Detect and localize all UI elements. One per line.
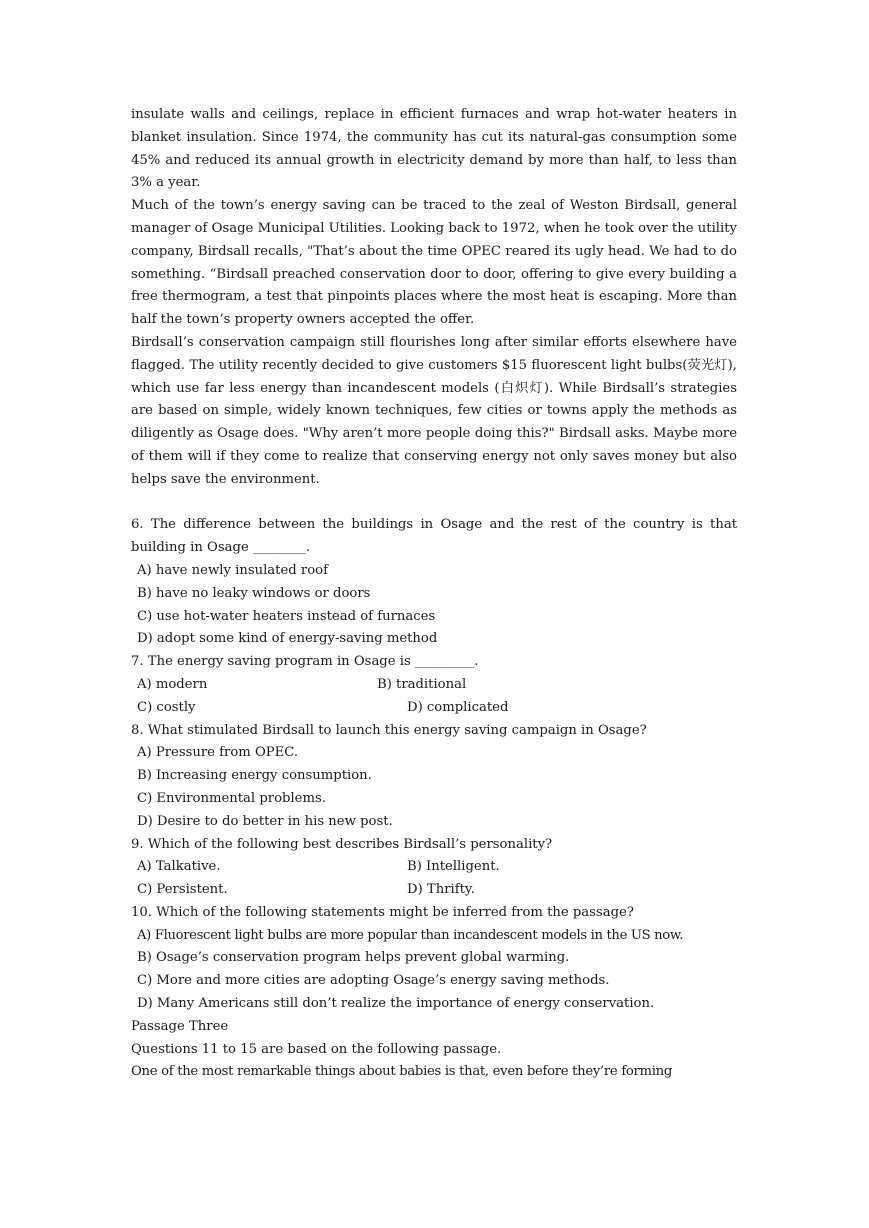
document-page (131, 104, 737, 1084)
question-8-option-b: B) Increasing energy consumption. (137, 768, 372, 784)
question-10-option-d: D) Many Americans still don’t realize the importance of energy conservation. (137, 996, 655, 1012)
question-7-options-row-2 (131, 697, 737, 720)
question-7-option-b: B) traditional (377, 676, 467, 692)
question-10-option-b: B) Osage’s conservation program helps prevent global warming. (137, 950, 570, 966)
question-7-option-a: A) modern (137, 676, 208, 692)
question-10-option-a: A) Fluorescent light bulbs are more popular than incandescent models in the US now. (137, 927, 684, 943)
question-6-option-b: B) have no leaky windows or doors (137, 585, 371, 601)
question-8-option-d: D) Desire to do better in his new post. (137, 813, 393, 829)
question-9-option-b: B) Intelligent. (407, 859, 500, 875)
question-7-option-c: C) costly (137, 699, 196, 715)
question-10-option-c: C) More and more cities are adopting Osage’s energy saving methods. (137, 973, 610, 989)
passage-three-opening: One of the most remarkable things about babies is that, even before they’re forming (131, 1064, 673, 1080)
blank-line (131, 492, 737, 515)
question-9-option-d: D) Thrifty. (407, 882, 475, 898)
passage-paragraph-1: insulate walls and ceilings, replace in efficient furnaces and wrap hot-water heaters in blanket insulation. Since 1974, the community has cut its natural-gas consumption some 45% and reduced its annual growth in electricity demand by more than half, to less than 3% a year. (131, 107, 737, 191)
passage-paragraph-2: Much of the town’s energy saving can be traced to the zeal of Weston Birdsall, general manager of Osage Municipal Utilities. Looking back to 1972, when he took over the utility company, Birdsall recalls, "That’s about the time OPEC reared its ugly head. We had to do something. “Birdsall preached conservation door to door, offering to give every building a free thermogram, a test that pinpoints places where the most heat is escaping. More than half the town’s property owners accepted the offer. (131, 198, 737, 328)
question-7-options-row-1 (131, 674, 737, 697)
passage-paragraph-3: Birdsall’s conservation campaign still flourishes long after similar efforts elsewhere have flagged. The utility recently decided to give customers $15 fluorescent light bulbs(荧光灯), which use far less energy than incandescent models (白炽灯). While Birdsall’s strategies are based on simple, widely known techniques, few cities or towns apply the methods as diligently as Osage does. "Why aren’t more people doing this?" Birdsall asks. Maybe more of them will if they come to realize that conserving energy not only saves money but also helps save the environment. (131, 334, 737, 487)
question-9-options-row-1 (131, 856, 737, 879)
question-6-option-a: A) have newly insulated roof (137, 562, 328, 578)
question-8-stem: 8. What stimulated Birdsall to launch this energy saving campaign in Osage? (131, 722, 647, 738)
question-9-option-c: C) Persistent. (137, 882, 228, 898)
question-8-option-c: C) Environmental problems. (137, 790, 326, 806)
passage-three-instruction: Questions 11 to 15 are based on the following passage. (131, 1041, 502, 1057)
question-9-option-a: A) Talkative. (137, 859, 221, 875)
passage-three-title: Passage Three (131, 1018, 229, 1034)
question-7-stem: 7. The energy saving program in Osage is _________. (131, 654, 479, 670)
question-10-stem: 10. Which of the following statements might be inferred from the passage? (131, 904, 634, 920)
question-9-options-row-2 (131, 879, 737, 902)
question-6-option-d: D) adopt some kind of energy-saving method (137, 631, 438, 647)
question-9-stem: 9. Which of the following best describes Birdsall’s personality? (131, 836, 553, 852)
question-8-option-a: A) Pressure from OPEC. (137, 745, 299, 761)
question-7-option-d: D) complicated (407, 699, 509, 715)
question-6-option-c: C) use hot-water heaters instead of furnaces (137, 608, 436, 624)
question-6-stem: 6. The difference between the buildings in Osage and the rest of the country is that building in Osage ________. (131, 517, 737, 556)
